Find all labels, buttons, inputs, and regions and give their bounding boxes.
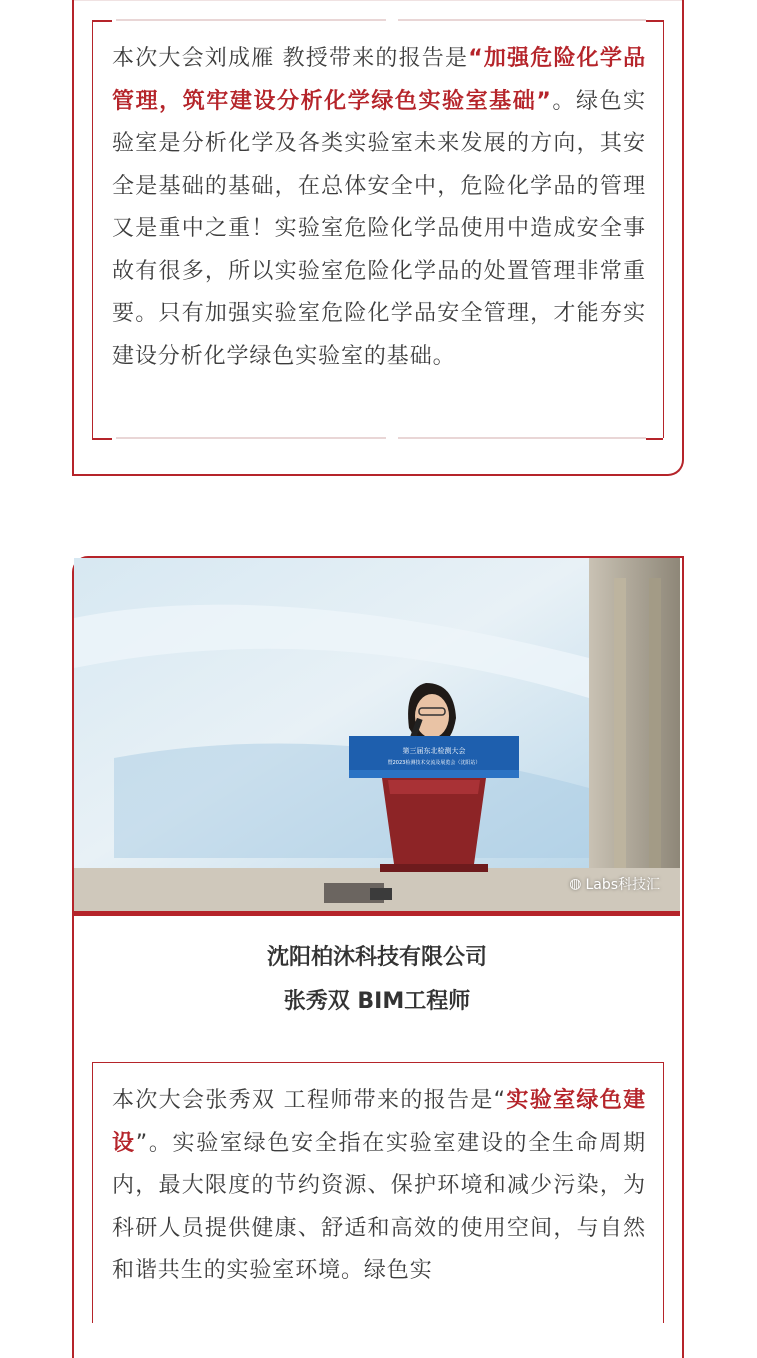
podium-banner-line2: 暨2023检测技术交流及展览会（沈阳站）: [387, 760, 481, 766]
frame-top-gap: [116, 19, 386, 21]
report-1-title: “加强危险化学品管理，筑牢建设分析化学绿色实验室基础”: [112, 46, 646, 114]
frame-corner: [646, 438, 663, 440]
report-2-paragraph: 本次大会张秀双 工程师带来的报告是“实验室绿色建设”。实验室绿色安全指在实验室建设的全生命周期内，最大限度的节约资源、保护环境和减少污染，为科研人员提供健康、舒适和高效的使用空间，与自然和谐共生的实验室环境。绿色实: [112, 1088, 646, 1283]
report-1-paragraph: 本次大会刘成雁 教授带来的报告是“加强危险化学品管理，筑牢建设分析化学绿色实验室基础”。绿色实验室是分析化学及各类实验室未来发展的方向，其安全是基础的基础，在总体安全中，危险化学品的管理又是重中之重！实验室危险化学品使用中造成安全事故有很多，所以实验室危险化学品的处置管理非常重要。只有加强实验室危险化学品安全管理，才能夯实建设分析化学绿色实验室的基础。: [112, 46, 646, 369]
photo-bottom-strip: [74, 911, 680, 916]
frame-corner: [92, 438, 112, 440]
report-2-title: 实验室绿色建设: [112, 1088, 646, 1156]
watermark-text: Labs科技汇: [585, 877, 660, 893]
frame-top-gap: [398, 19, 646, 21]
speaker-name: 张秀双 BIM工程师: [283, 989, 471, 1014]
podium-banner-line1: 第三届东北检测大会: [402, 747, 466, 755]
frame-bottom-gap: [398, 437, 646, 439]
frame-bottom-gap: [116, 437, 386, 439]
company-name: 沈阳柏沐科技有限公司: [266, 945, 487, 970]
frame-corner: [646, 20, 663, 22]
speaker-photo: [74, 558, 680, 914]
wechat-icon: ◍: [569, 876, 582, 892]
frame-corner: [92, 20, 112, 22]
watermark: [569, 874, 660, 894]
